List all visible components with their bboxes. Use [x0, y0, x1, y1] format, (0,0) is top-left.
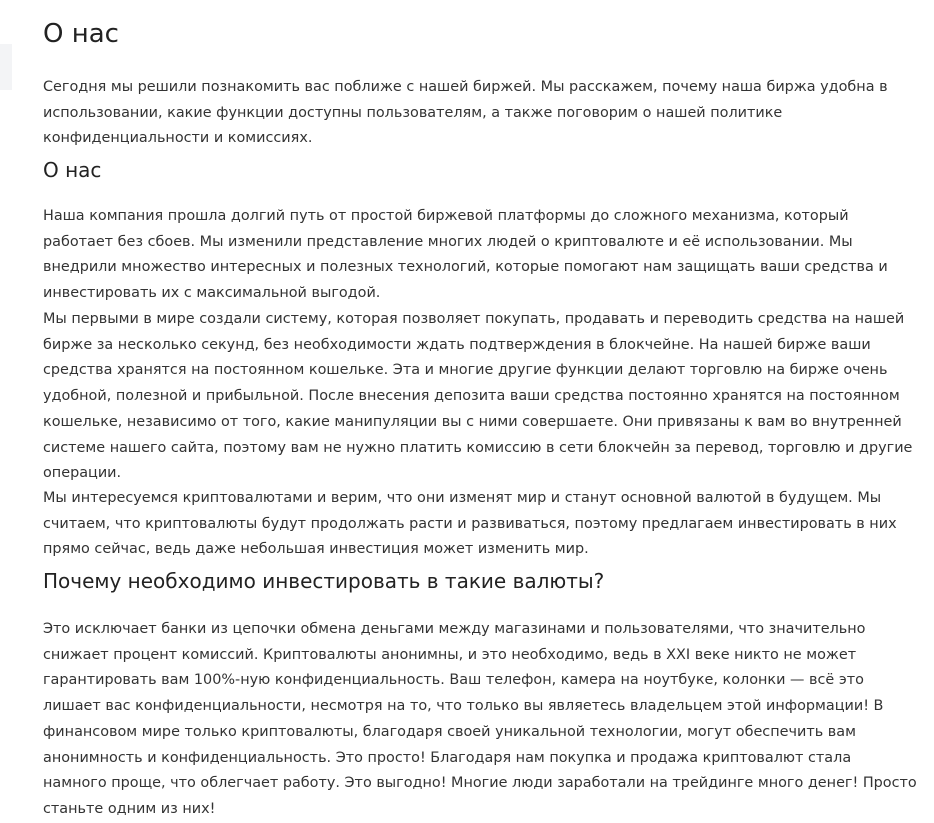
- why-invest-paragraph-1: Это исключает банки из цепочки обмена деньгами между магазинами и пользователями, что значительно снижает процент комиссий. Криптовалюты анонимны, и это необходимо, ведь в XXI веке никто не может гарантировать вам 100%-ную конфиденциальность. Ваш телефон, камера на ноутбуке, колонки — всё это лишает вас конфиденциальности, несмотря на то, что только вы являетесь владельцем этой информации! В финансовом мире только криптовалюты, благодаря своей уникальной технологии, могут обеспечить вам анонимность и конфиденциальность. Это просто! Благодаря нам покупка и продажа криптовалют стала намного проще, что облегчает работу. Это выгодно! Многие люди заработали на трейдинге много денег! Просто станьте одним из них!: [43, 621, 917, 817]
- side-panel-tab[interactable]: [0, 44, 12, 90]
- about-paragraph-3: Мы интересуемся криптовалютами и верим, что они изменят мир и станут основной валютой в будущем. Мы считаем, что криптовалюты будут продолжать расти и развиваться, поэтому предлагаем инвестировать в них прямо сейчас, ведь даже небольшая инвестиция может изменить мир.: [43, 490, 897, 558]
- page-title: О нас: [43, 19, 119, 49]
- intro-paragraph: Сегодня мы решили познакомить вас поближе с нашей биржей. Мы расскажем, почему наша биржа удобна в использовании, какие функции доступны пользователям, а также поговорим о нашей политике конфиденциальности и комиссиях.: [43, 79, 888, 147]
- about-paragraph-1: Наша компания прошла долгий путь от простой биржевой платформы до сложного механизма, который работает без сбоев. Мы изменили представление многих людей о криптовалюте и её использовании. Мы внедрили множество интересных и полезных технологий, которые помогают нам защищать ваши средства и инвестировать их с максимальной выгодой.: [43, 208, 888, 302]
- about-heading: О нас: [43, 158, 102, 182]
- why-invest-heading: Почему необходимо инвестировать в такие валюты?: [43, 569, 605, 593]
- about-paragraph-2: Мы первыми в мире создали систему, которая позволяет покупать, продавать и переводить средства на нашей бирже за несколько секунд, без необходимости ждать подтверждения в блокчейне. На нашей бирже ваши средства хранятся на постоянном кошельке. Эта и многие другие функции делают торговлю на бирже очень удобной, полезной и прибыльной. После внесения депозита ваши средства постоянно хранятся на постоянном кошельке, независимо от того, какие манипуляции вы с ними совершаете. Они привязаны к вам во внутренней системе нашего сайта, поэтому вам не нужно платить комиссию в сети блокчейн за перевод, торговлю и другие операции.: [43, 311, 913, 482]
